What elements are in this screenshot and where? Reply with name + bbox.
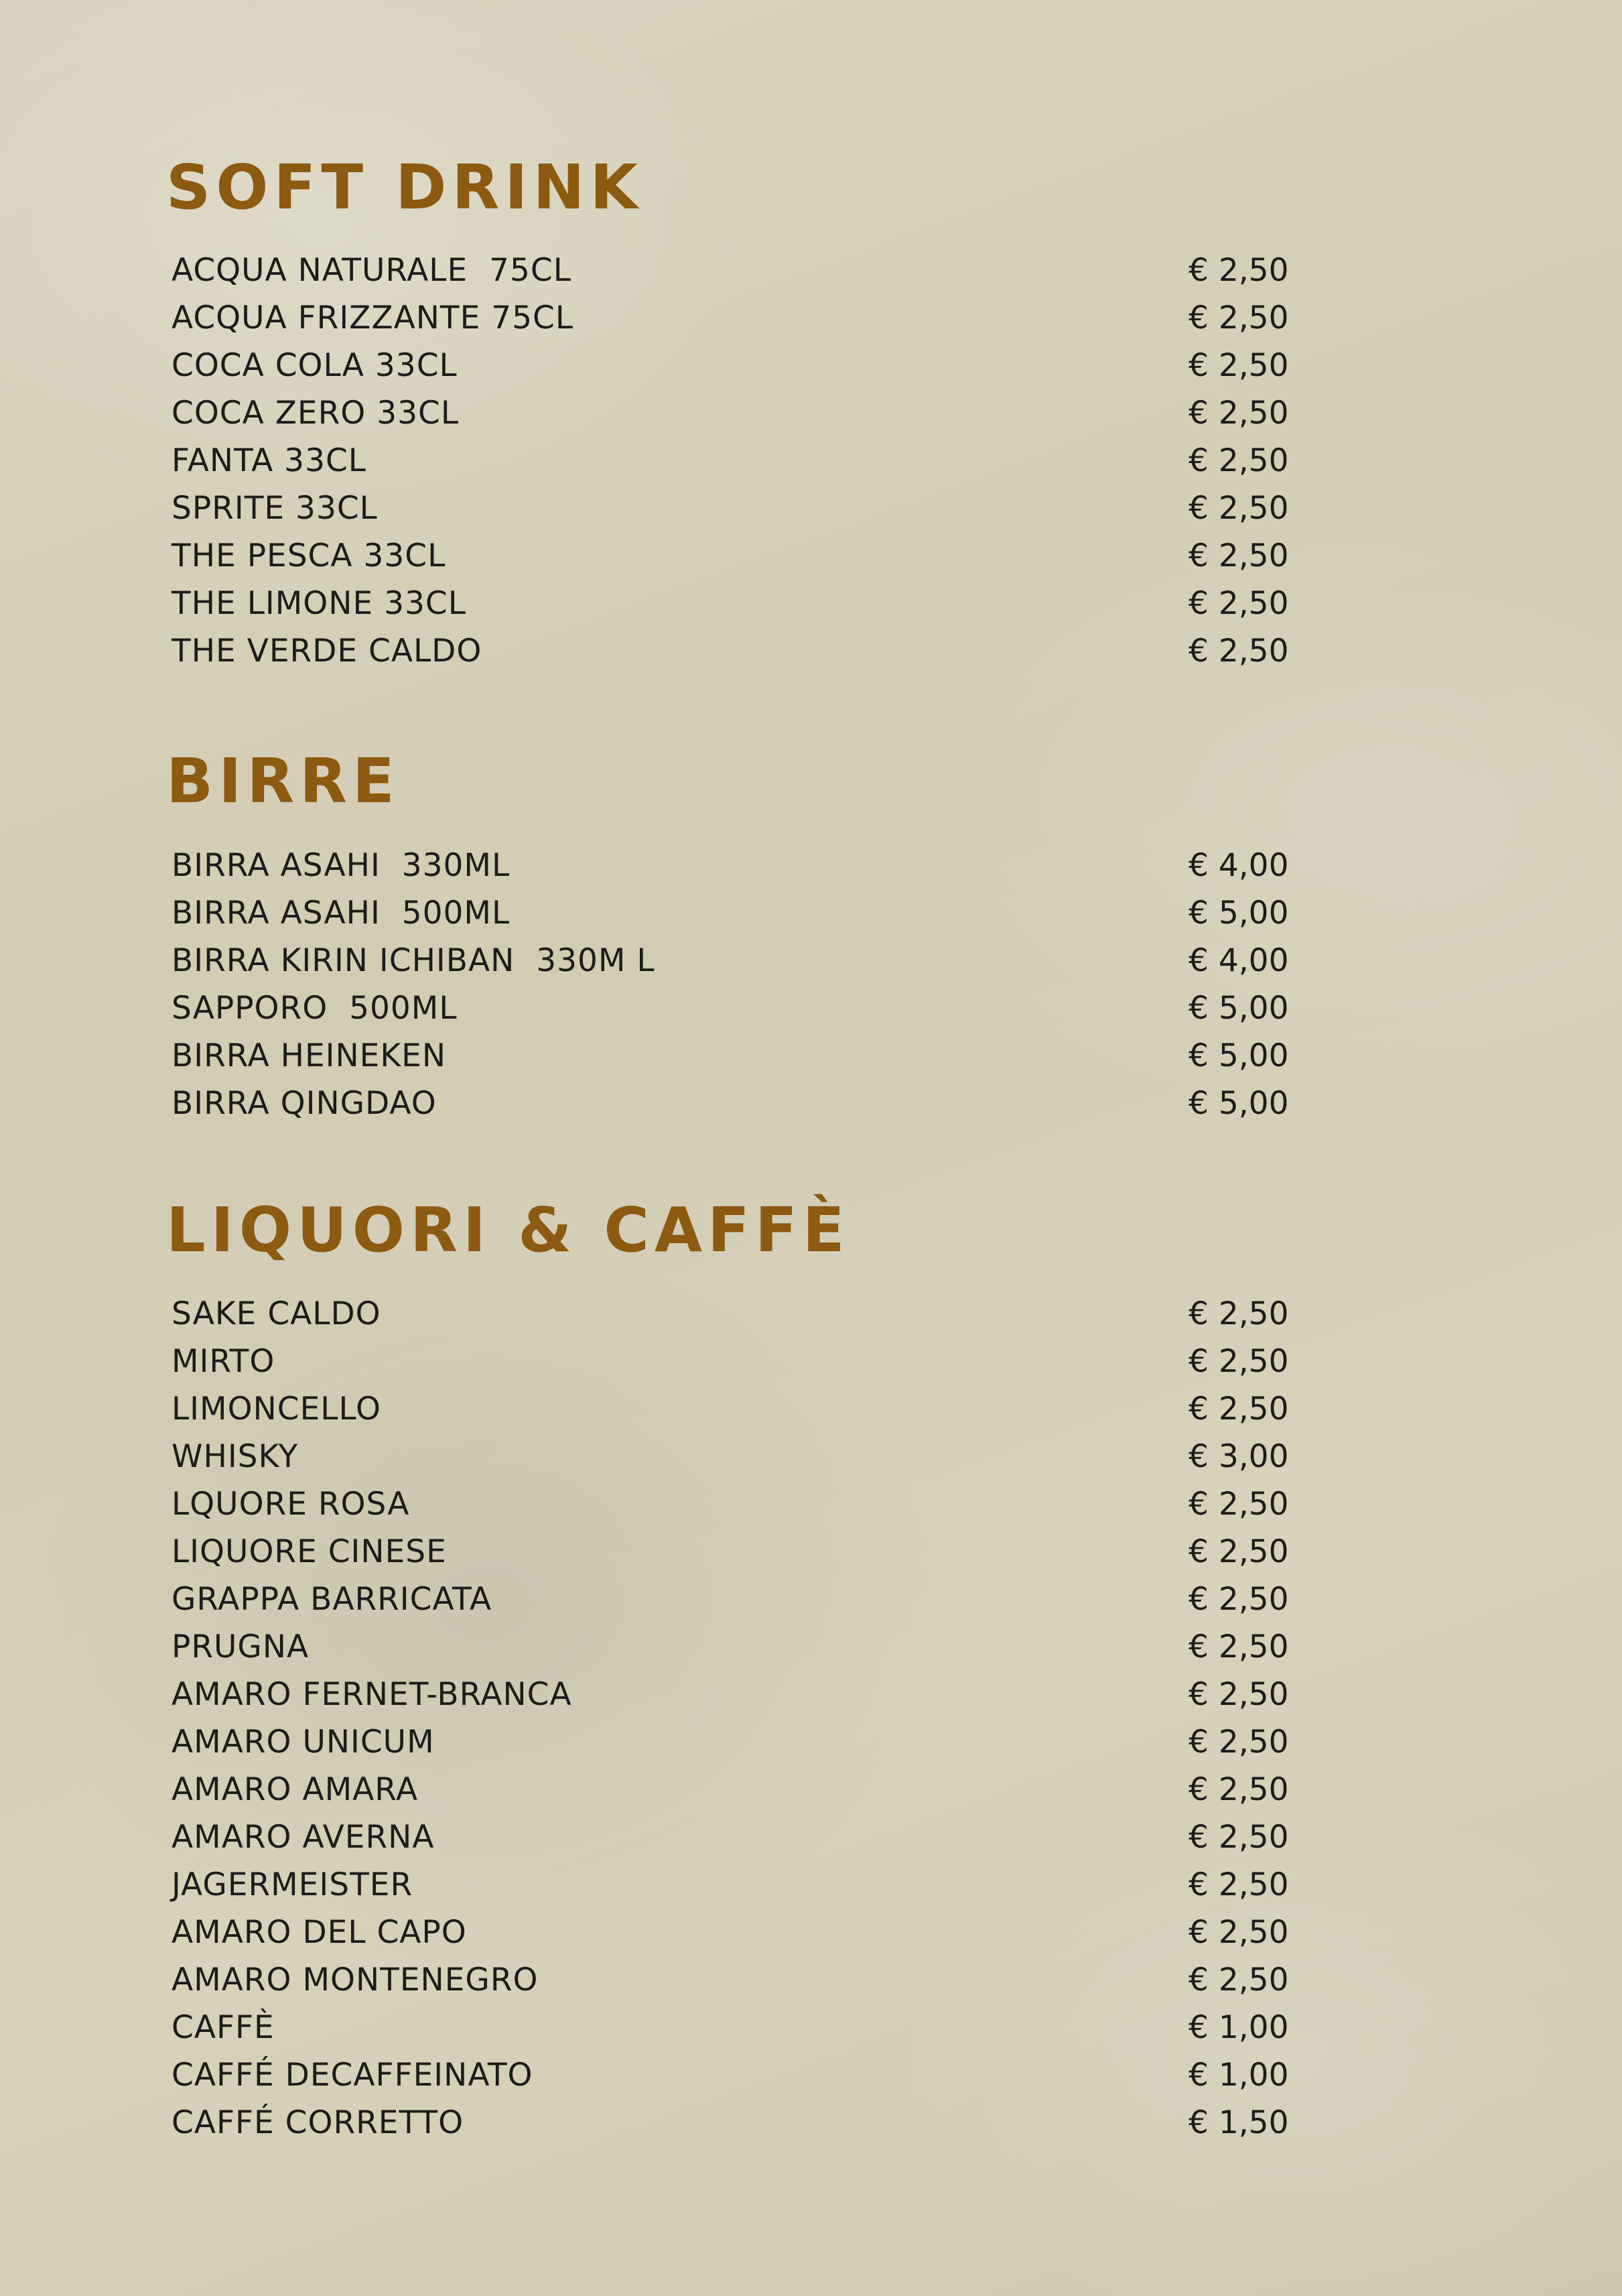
item-price: € 2,50 [1189, 395, 1289, 432]
item-price: € 4,00 [1189, 942, 1289, 979]
menu-item [172, 1385, 1297, 1433]
item-price: € 2,50 [1189, 442, 1289, 479]
item-price: € 5,00 [1189, 990, 1289, 1027]
menu-item [172, 1480, 1297, 1528]
menu-item [172, 1909, 1297, 1956]
item-name: LIQUORE CINESE [172, 1533, 447, 1570]
menu-item [172, 2004, 1297, 2051]
item-name: MIRTO [172, 1343, 275, 1380]
item-name: PRUGNA [172, 1629, 310, 1665]
item-price: € 2,50 [1189, 300, 1289, 336]
item-price: € 2,50 [1189, 1819, 1289, 1856]
item-name: COCA ZERO 33CL [172, 395, 460, 432]
item-price: € 4,00 [1189, 847, 1289, 884]
item-price: € 2,50 [1189, 1866, 1289, 1903]
item-price: € 2,50 [1189, 1391, 1289, 1427]
item-name: CAFFÉ CORRETTO [172, 2104, 464, 2141]
item-price: € 5,00 [1189, 895, 1289, 932]
item-name: BIRRA ASAHI 500ML [172, 895, 511, 932]
item-name: ACQUA FRIZZANTE 75CL [172, 300, 574, 336]
item-price: € 2,50 [1189, 537, 1289, 574]
menu-item [172, 342, 1297, 389]
menu-item [172, 485, 1297, 532]
section-title-birre: BIRRE [166, 745, 400, 817]
item-name: JAGERMEISTER [172, 1866, 413, 1903]
item-name: GRAPPA BARRICATA [172, 1581, 492, 1618]
item-price: € 2,50 [1189, 1676, 1289, 1713]
menu-item [172, 2051, 1297, 2099]
menu-item [172, 532, 1297, 580]
item-price: € 5,00 [1189, 1085, 1289, 1122]
item-price: € 2,50 [1189, 585, 1289, 622]
item-price: € 2,50 [1189, 1533, 1289, 1570]
item-name: THE PESCA 33CL [172, 537, 446, 574]
item-name: AMARO AMARA [172, 1771, 419, 1808]
menu-item [172, 247, 1297, 294]
menu-item [172, 1338, 1297, 1385]
menu-item [172, 1433, 1297, 1480]
menu-item [172, 1623, 1297, 1671]
item-price: € 2,50 [1189, 633, 1289, 669]
section-title-liquori-caffe: LIQUORI & CAFFÈ [166, 1194, 850, 1266]
item-name: AMARO MONTENEGRO [172, 1962, 539, 1998]
item-price: € 2,50 [1189, 347, 1289, 384]
item-name: SAPPORO 500ML [172, 990, 458, 1027]
item-name: SPRITE 33CL [172, 490, 378, 527]
item-price: € 2,50 [1189, 1486, 1289, 1523]
item-name: THE LIMONE 33CL [172, 585, 466, 622]
item-price: € 1,00 [1189, 2009, 1289, 2046]
birre-list [172, 842, 1297, 1127]
item-name: BIRRA HEINEKEN [172, 1037, 447, 1074]
liquori-caffe-list [172, 1290, 1297, 2147]
menu-item [172, 1813, 1297, 1861]
item-name: COCA COLA 33CL [172, 347, 458, 384]
item-price: € 2,50 [1189, 252, 1289, 289]
item-name: AMARO DEL CAPO [172, 1914, 467, 1951]
item-price: € 2,50 [1189, 1343, 1289, 1380]
menu-item [172, 937, 1297, 984]
item-name: FANTA 33CL [172, 442, 366, 479]
section-title-soft-drink: SOFT DRINK [166, 151, 643, 223]
item-name: LIMONCELLO [172, 1391, 381, 1427]
item-name: AMARO FERNET-BRANCA [172, 1676, 572, 1713]
item-name: BIRRA ASAHI 330ML [172, 847, 511, 884]
item-name: SAKE CALDO [172, 1295, 381, 1332]
menu-item [172, 842, 1297, 889]
menu-item [172, 1956, 1297, 2004]
item-price: € 2,50 [1189, 1771, 1289, 1808]
menu-item [172, 1576, 1297, 1623]
item-name: CAFFÉ DECAFFEINATO [172, 2057, 533, 2094]
item-name: AMARO AVERNA [172, 1819, 435, 1856]
menu-item [172, 1718, 1297, 1766]
item-name: BIRRA KIRIN ICHIBAN 330M L [172, 942, 655, 979]
menu-item [172, 1032, 1297, 1080]
item-name: CAFFÈ [172, 2009, 275, 2046]
item-price: € 2,50 [1189, 1295, 1289, 1332]
item-name: AMARO UNICUM [172, 1724, 435, 1761]
item-price: € 2,50 [1189, 1724, 1289, 1761]
menu-item [172, 627, 1297, 675]
item-price: € 2,50 [1189, 490, 1289, 527]
item-name: THE VERDE CALDO [172, 633, 482, 669]
menu-item [172, 389, 1297, 437]
item-price: € 2,50 [1189, 1629, 1289, 1665]
menu-item [172, 2099, 1297, 2147]
menu-item [172, 1528, 1297, 1576]
menu-item [172, 580, 1297, 627]
item-name: LQUORE ROSA [172, 1486, 410, 1523]
menu-item [172, 1766, 1297, 1813]
menu-item [172, 1080, 1297, 1127]
menu-item [172, 1671, 1297, 1718]
menu-item [172, 889, 1297, 937]
item-price: € 2,50 [1189, 1581, 1289, 1618]
item-name: BIRRA QINGDAO [172, 1085, 437, 1122]
soft-drink-list [172, 247, 1297, 675]
item-name: ACQUA NATURALE 75CL [172, 252, 571, 289]
item-price: € 2,50 [1189, 1914, 1289, 1951]
item-price: € 1,00 [1189, 2057, 1289, 2094]
item-price: € 1,50 [1189, 2104, 1289, 2141]
menu-item [172, 294, 1297, 342]
item-name: WHISKY [172, 1438, 299, 1475]
menu-item [172, 984, 1297, 1032]
item-price: € 5,00 [1189, 1037, 1289, 1074]
menu-item [172, 1290, 1297, 1338]
menu-item [172, 437, 1297, 485]
item-price: € 2,50 [1189, 1962, 1289, 1998]
item-price: € 3,00 [1189, 1438, 1289, 1475]
menu-item [172, 1861, 1297, 1909]
